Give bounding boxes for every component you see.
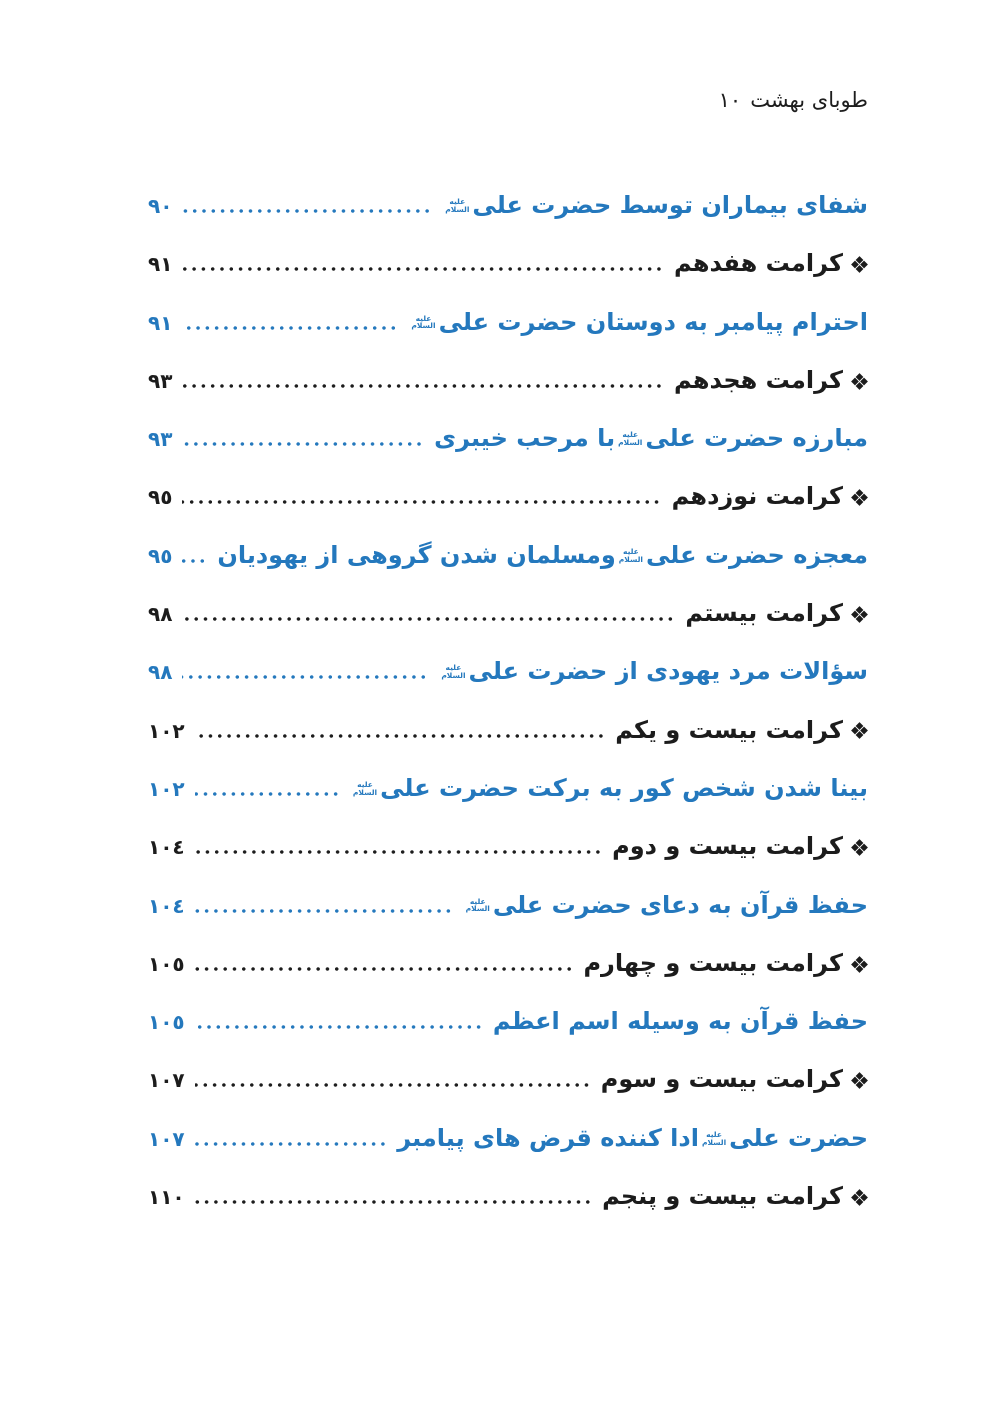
entry-title: کرامت هفدهم xyxy=(674,249,843,278)
toc-entry xyxy=(148,876,868,934)
entry-page-number: ٩١ xyxy=(148,310,173,335)
entry-page-number: ١٠٧ xyxy=(148,1068,185,1093)
dotted-leader xyxy=(182,500,661,504)
alayhi-salam-honorific-mark xyxy=(702,1131,726,1147)
four-diamonds-icon xyxy=(851,722,868,739)
alayhi-salam-honorific-mark xyxy=(619,548,643,564)
dotted-leader xyxy=(182,209,432,213)
four-diamonds-icon xyxy=(851,1189,868,1206)
toc-entry xyxy=(148,351,868,409)
toc-entry xyxy=(148,176,868,234)
toc-entry xyxy=(148,409,868,467)
toc-entry xyxy=(148,526,868,584)
entry-title: کرامت بیست و سوم xyxy=(600,1065,843,1094)
entry-title: کرامت بیست و چهارم xyxy=(583,948,843,977)
entry-page-number: ٩٣ xyxy=(148,427,173,452)
entry-page-number: ٩١ xyxy=(148,252,173,277)
toc-entry xyxy=(148,467,868,525)
four-diamonds-icon xyxy=(851,956,868,973)
entry-title: کرامت بیست و پنجم xyxy=(602,1182,843,1211)
header-book-title: طوبای بهشت xyxy=(750,88,868,112)
four-diamonds-icon xyxy=(851,1072,868,1089)
dotted-leader xyxy=(182,559,207,563)
entry-title: احترام پیامبر به دوستان حضرت علی xyxy=(438,307,868,336)
honorific-bottom: السلام xyxy=(465,904,490,914)
running-header xyxy=(719,88,868,112)
entry-page-number: ١٠٤ xyxy=(148,835,185,860)
toc-entry xyxy=(148,701,868,759)
dotted-leader xyxy=(195,850,603,854)
alayhi-salam-honorific-mark xyxy=(466,898,490,914)
honorific-bottom: السلام xyxy=(618,438,643,448)
entry-title: کرامت بیستم xyxy=(685,599,843,628)
entry-title: سؤالات مرد یهودی از حضرت علی xyxy=(468,657,868,686)
honorific-top: علیه xyxy=(623,546,639,556)
toc-entry xyxy=(148,1167,868,1225)
four-diamonds-icon xyxy=(851,256,868,273)
dotted-leader xyxy=(195,967,574,971)
entry-title-continued: ومسلمان شدن گروهی از یهودیان xyxy=(217,540,616,569)
four-diamonds-icon xyxy=(851,839,868,856)
dotted-leader xyxy=(195,792,340,796)
alayhi-salam-honorific-mark xyxy=(441,664,465,680)
honorific-bottom: السلام xyxy=(618,554,644,564)
entry-title: معجزه حضرت علی xyxy=(646,540,868,569)
toc-entry xyxy=(148,642,868,700)
entry-title: مبارزه حضرت علی xyxy=(645,424,868,453)
honorific-bottom: السلام xyxy=(701,1137,727,1147)
entry-title: حفظ قرآن به دعای حضرت علی xyxy=(492,890,868,919)
toc-entry xyxy=(148,234,868,292)
toc-entry xyxy=(148,584,868,642)
entry-page-number: ١٠٤ xyxy=(148,893,185,918)
dotted-leader xyxy=(195,1083,591,1087)
entry-title: کرامت هجدهم xyxy=(674,365,843,394)
entry-page-number: ٩٣ xyxy=(148,368,173,393)
four-diamonds-icon xyxy=(851,489,868,506)
honorific-top: علیه xyxy=(357,779,373,789)
entry-page-number: ٩٨ xyxy=(148,660,173,685)
honorific-top: علیه xyxy=(706,1129,722,1139)
alayhi-salam-honorific-mark xyxy=(353,781,377,797)
dotted-leader xyxy=(182,617,675,621)
dotted-leader xyxy=(195,1025,483,1029)
four-diamonds-icon xyxy=(851,373,868,390)
entry-page-number: ١٠٢ xyxy=(148,776,185,801)
honorific-top: علیه xyxy=(449,197,466,206)
entry-page-number: ١١٠ xyxy=(148,1185,185,1210)
toc-entry xyxy=(148,1050,868,1108)
toc-entry xyxy=(148,293,868,351)
entry-title-continued: ادا کننده قرض های پیامبر xyxy=(397,1123,699,1152)
dotted-leader xyxy=(182,384,664,388)
toc-entry xyxy=(148,934,868,992)
alayhi-salam-honorific-mark xyxy=(411,315,435,331)
toc-entry xyxy=(148,1109,868,1167)
entry-title: کرامت بیست و دوم xyxy=(612,832,843,861)
entry-page-number: ٩٥ xyxy=(148,543,173,568)
dotted-leader xyxy=(182,675,428,679)
entry-page-number: ٩٥ xyxy=(148,485,173,510)
toc-entry xyxy=(148,992,868,1050)
dotted-leader xyxy=(195,909,453,913)
dotted-leader xyxy=(195,734,606,738)
entry-page-number: ١٠٥ xyxy=(148,1010,185,1035)
four-diamonds-icon xyxy=(851,606,868,623)
toc-entry xyxy=(148,817,868,875)
honorific-top: علیه xyxy=(622,430,639,440)
entry-page-number: ١٠٧ xyxy=(148,1126,185,1151)
entry-title: کرامت بیست و یکم xyxy=(615,715,843,744)
honorific-bottom: السلام xyxy=(352,787,378,797)
entry-page-number: ١٠٥ xyxy=(148,951,185,976)
dotted-leader xyxy=(195,1200,592,1204)
alayhi-salam-honorific-mark xyxy=(618,431,642,447)
honorific-bottom: السلام xyxy=(411,321,436,331)
honorific-top: علیه xyxy=(415,313,432,323)
honorific-bottom: السلام xyxy=(441,671,466,681)
dotted-leader xyxy=(182,267,664,271)
entry-title: حفظ قرآن به وسیله اسم اعظم xyxy=(492,1007,868,1036)
honorific-top: علیه xyxy=(469,896,486,906)
honorific-top: علیه xyxy=(445,663,462,673)
entry-title: حضرت علی xyxy=(729,1123,868,1152)
entry-page-number: ١٠٢ xyxy=(148,718,185,743)
header-page-number: ١٠ xyxy=(718,88,742,112)
table-of-contents xyxy=(148,176,868,1225)
alayhi-salam-honorific-mark xyxy=(445,198,469,214)
entry-page-number: ٩٨ xyxy=(148,602,173,627)
toc-entry xyxy=(148,759,868,817)
entry-title-continued: با مرحب خیبری xyxy=(434,424,616,453)
dotted-leader xyxy=(195,1142,388,1146)
dotted-leader xyxy=(182,326,398,330)
honorific-bottom: السلام xyxy=(445,204,470,214)
entry-page-number: ٩٠ xyxy=(148,194,173,218)
entry-title: بینا شدن شخص کور به برکت حضرت علی xyxy=(380,773,868,802)
entry-title: شفای بیماران توسط حضرت علی xyxy=(472,191,868,219)
dotted-leader xyxy=(182,442,424,446)
entry-title: کرامت نوزدهم xyxy=(671,482,843,511)
